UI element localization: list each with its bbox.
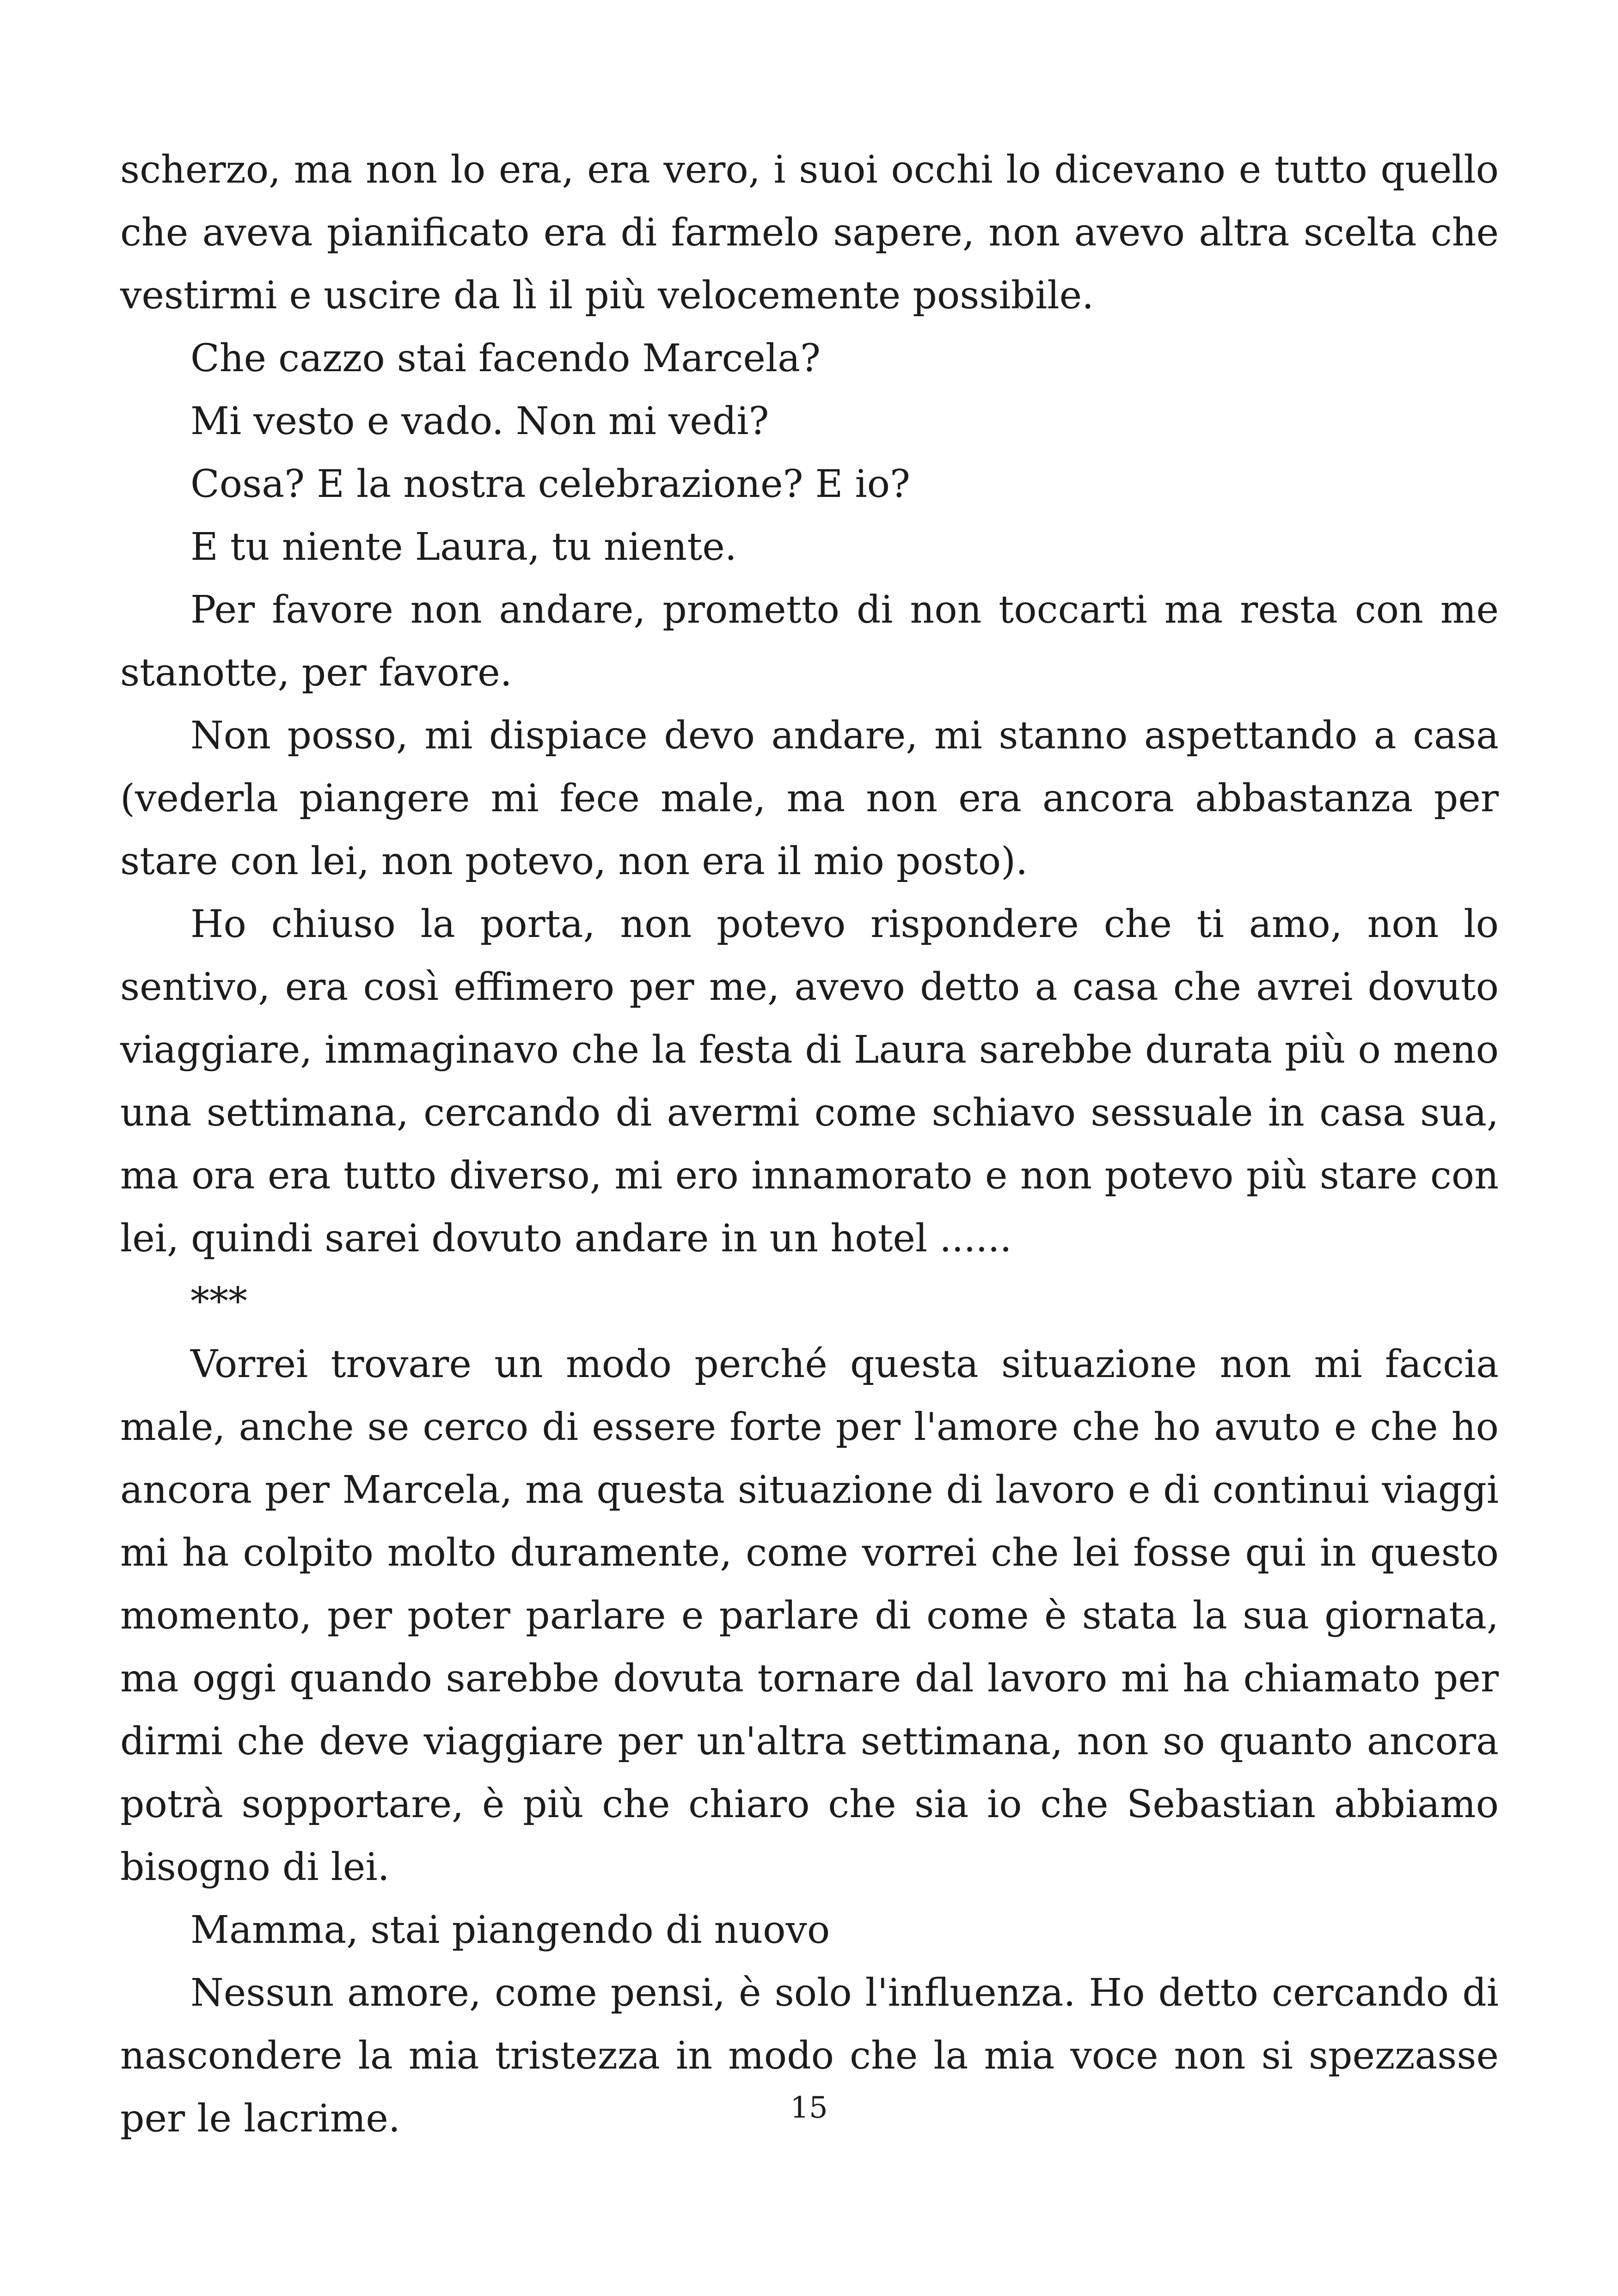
page-number: 15: [790, 2091, 828, 2125]
paragraph: Per favore non andare, prometto di non toccarti ma resta con me stanotte, per favore.: [120, 588, 1499, 695]
paragraph: Che cazzo stai facendo Marcela?: [190, 337, 821, 380]
paragraph: scherzo, ma non lo era, era vero, i suoi occhi lo dicevano e tutto quello che aveva pianificato era di farmelo sapere, non avevo altra scelta che vestirmi e uscire da lì il più velocemente possibile.: [120, 148, 1499, 318]
paragraph: Mamma, stai piangendo di nuovo: [190, 1908, 830, 1952]
paragraph: Mi vesto e vado. Non mi vedi?: [190, 399, 769, 443]
paragraph: Non posso, mi dispiace devo andare, mi stanno aspettando a casa (vederla piangere mi fece male, ma non era ancora abbastanza per stare con lei, non potevo, non era il mio posto).: [120, 714, 1499, 883]
body-text: [120, 139, 1499, 2150]
paragraph: Nessun amore, come pensi, è solo l'influenza. Ho detto cercando di nascondere la mia tristezza in modo che la mia voce non si spezzasse per le lacrime.: [120, 1971, 1499, 2141]
paragraph: Vorrei trovare un modo perché questa situazione non mi faccia male, anche se cerco di essere forte per l'amore che ho avuto e che ho ancora per Marcela, ma questa situazione di lavoro e di continui viaggi mi ha colpito molto duramente, come vorrei che lei fosse qui in questo momento, per poter parlare e parlare di come è stata la sua giornata, ma oggi quando sarebbe dovuta tornare dal lavoro mi ha chiamato per dirmi che deve viaggiare per un'altra settimana, non so quanto ancora potrà sopportare, è più che chiaro che sia io che Sebastian abbiamo bisogno di lei.: [120, 1342, 1499, 1889]
section-break: ***: [190, 1280, 247, 1323]
paragraph: E tu niente Laura, tu niente.: [190, 525, 737, 569]
paragraph: Ho chiuso la porta, non potevo rispondere che ti amo, non lo sentivo, era così effimero per me, avevo detto a casa che avrei dovuto viaggiare, immaginavo che la festa di Laura sarebbe durata più o meno una settimana, cercando di avermi come schiavo sessuale in casa sua, ma ora era tutto diverso, mi ero innamorato e non potevo più stare con lei, quindi sarei dovuto andare in un hotel ......: [120, 902, 1499, 1261]
paragraph: Cosa? E la nostra celebrazione? E io?: [190, 462, 910, 506]
